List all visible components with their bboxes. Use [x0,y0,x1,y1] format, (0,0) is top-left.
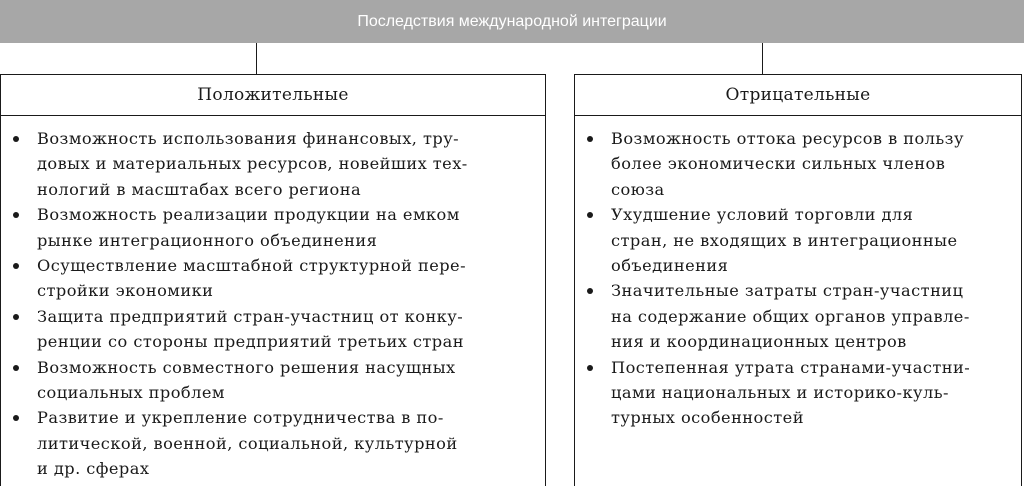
item-text: Защита предприятий стран-участниц от конку- ренции со стороны предприятий третьих стран [37,306,464,352]
bullet-icon [13,212,19,218]
diagram-title: Последствия международной интеграции [0,0,1024,43]
positive-item [1,355,545,406]
bullet-icon [13,263,19,269]
item-text: Значительные затраты стран-участниц на содержание общих органов управле- ния и координационных центров [611,281,970,352]
positive-heading: Положительные [1,75,545,116]
item-text: Осуществление масштабной структурной пере- стройки экономики [37,256,466,301]
positive-item [1,405,545,481]
positive-item [1,304,545,355]
negative-item [575,202,1021,278]
positive-column [0,74,546,486]
bullet-icon [587,365,593,371]
negative-item [575,278,1021,354]
positive-item [1,202,545,253]
bullet-icon [13,314,19,320]
negative-heading: Отрицательные [575,75,1021,116]
item-text: Возможность использования финансовых, тру- довых и материальных ресурсов, новейших тех- нологий в масштабах всего региона [37,129,468,199]
negative-column [574,74,1022,486]
positive-list [1,116,545,482]
bullet-icon [587,288,593,294]
positive-item [1,126,545,202]
negative-item [575,355,1021,431]
item-text: Развитие и укрепление сотрудничества в по- литической, военной, социальной, культурной и др. сферах [37,408,458,479]
connector-left [256,43,257,75]
item-text: Возможность оттока ресурсов в пользу более экономически сильных членов союза [611,129,964,199]
bullet-icon [13,136,19,142]
item-text: Возможность совместного решения насущных социальных проблем [37,357,456,403]
bullet-icon [13,365,19,371]
item-text: Постепенная утрата странами-участни- цами национальных и историко-куль- турных особенностей [611,357,971,428]
negative-item [575,126,1021,202]
connector-right [762,43,763,75]
bullet-icon [587,212,593,218]
bullet-icon [13,415,19,421]
item-text: Возможность реализации продукции на емком рынке интеграционного объединения [37,205,460,250]
bullet-icon [587,136,593,142]
positive-item [1,253,545,304]
negative-list [575,116,1021,431]
item-text: Ухудшение условий торговли для стран, не входящих в интеграционные объединения [611,205,958,276]
